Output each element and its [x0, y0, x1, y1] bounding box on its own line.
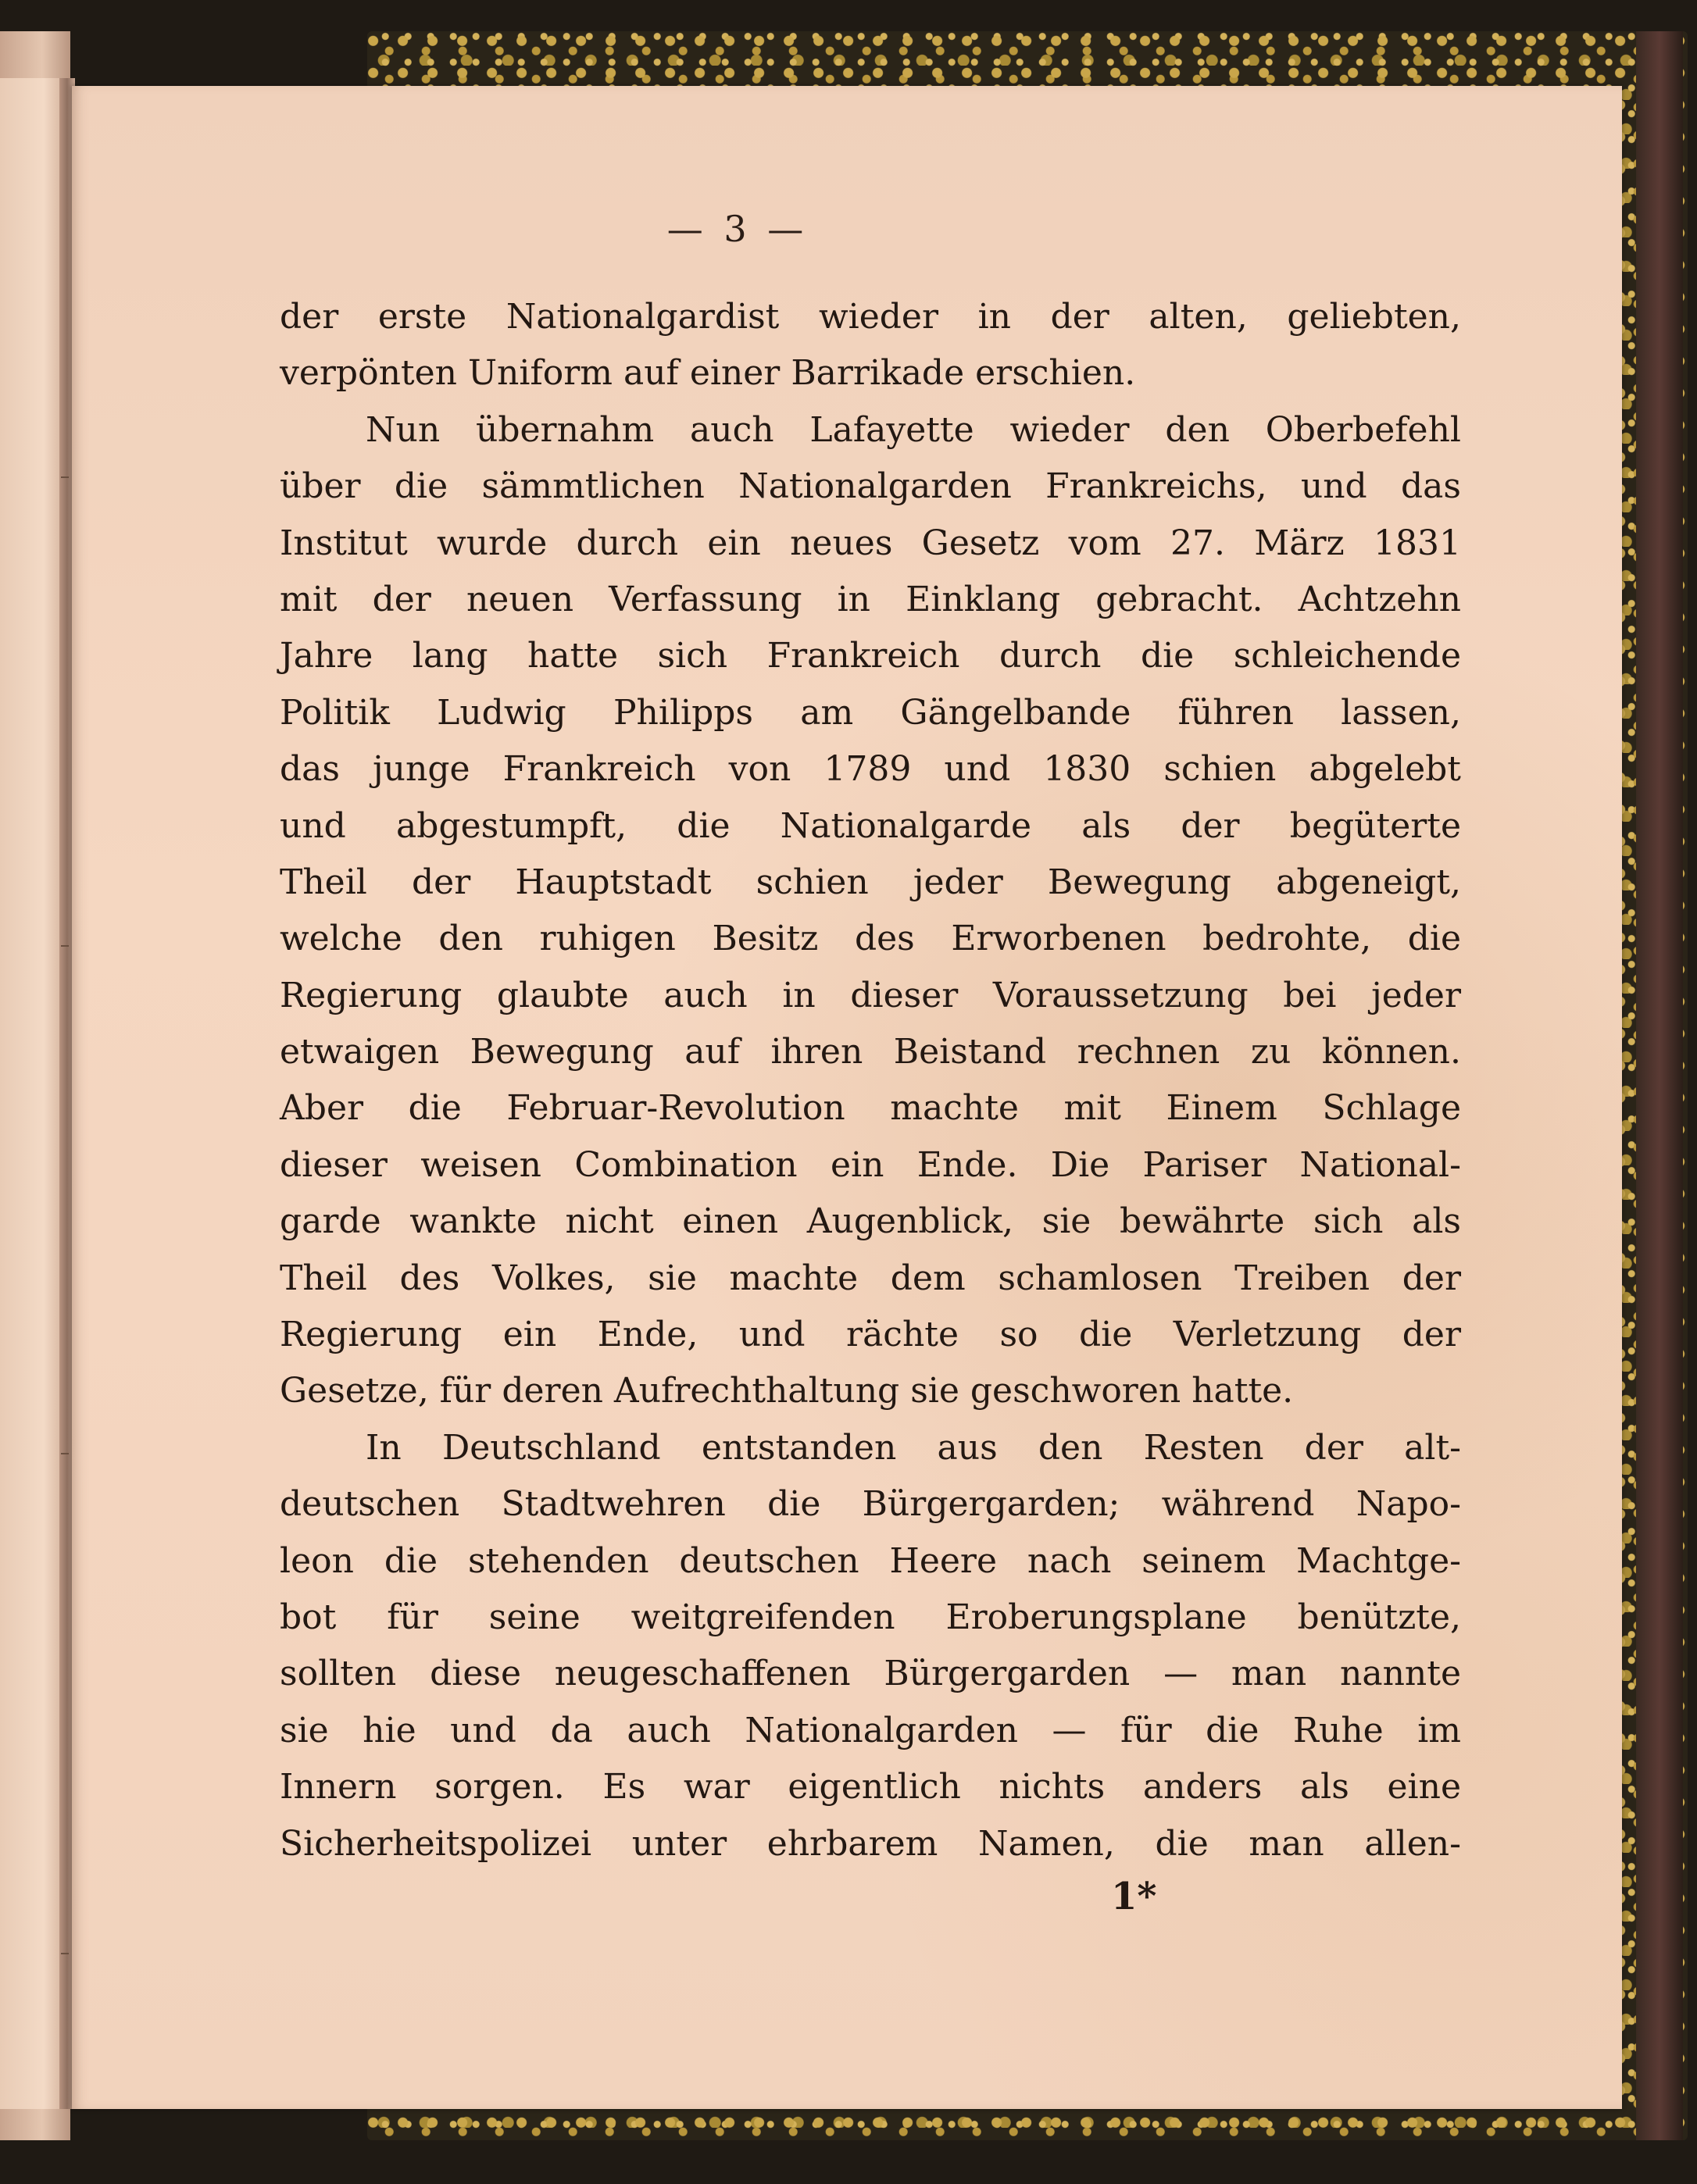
text-line: dieser weisen Combination ein Ende. Die Pariser National- [280, 1144, 1461, 1185]
text-line: Sicherheitspolizei unter ehrbarem Namen, die man allen- [280, 1823, 1461, 1864]
text-line: sie hie und da auch Nationalgarden — für die Ruhe im [280, 1710, 1461, 1750]
text-line: Theil des Volkes, sie machte dem schamlosen Treiben der [280, 1258, 1461, 1298]
text-line: das junge Frankreich von 1789 und 1830 schien abgelebt [280, 749, 1461, 790]
text-line: verpönten Uniform auf einer Barrikade erschien. [280, 353, 1136, 394]
body-text [280, 289, 1461, 1872]
text-line: Nun übernahm auch Lafayette wieder den Oberbefehl [366, 409, 1461, 450]
text-line: Aber die Februar-Revolution machte mit Einem Schlage [280, 1088, 1461, 1129]
binding-stitch [61, 1953, 69, 1954]
text-line: etwaigen Bewegung auf ihren Beistand rechnen zu können. [280, 1032, 1461, 1072]
text-line: leon die stehenden deutschen Heere nach seinem Machtge- [280, 1540, 1461, 1581]
text-line: Politik Ludwig Philipps am Gängelbande führen lassen, [280, 692, 1461, 733]
text-line: sollten diese neugeschaffenen Bürgergarden — man nannte [280, 1654, 1461, 1694]
text-line: mit der neuen Verfassung in Einklang gebracht. Achtzehn [280, 579, 1461, 619]
binding-stitch [61, 945, 69, 947]
text-line: welche den ruhigen Besitz des Erworbenen bedrohte, die [280, 919, 1461, 959]
signature-mark: 1* [1111, 1875, 1157, 1918]
binding-stitch [61, 1453, 69, 1454]
text-line: deutschen Stadtwehren die Bürgergarden; während Napo- [280, 1484, 1461, 1525]
cover-edge [1636, 31, 1683, 2140]
text-line: In Deutschland entstanden aus den Resten der alt- [366, 1427, 1461, 1468]
text-line: Innern sorgen. Es war eigentlich nichts anders als eine [280, 1767, 1461, 1808]
book-page [72, 86, 1622, 2109]
text-line: und abgestumpft, die Nationalgarde als der begüterte [280, 805, 1461, 846]
text-line: Gesetze, für deren Aufrechthaltung sie geschworen hatte. [280, 1371, 1294, 1411]
text-line: Theil der Hauptstadt schien jeder Bewegung abgeneigt, [280, 862, 1461, 902]
text-line: garde wankte nicht einen Augenblick, sie bewährte sich als [280, 1201, 1461, 1242]
text-line: Institut wurde durch ein neues Gesetz vom 27. März 1831 [280, 523, 1461, 563]
page-number: — 3 — [666, 208, 809, 250]
binding-stitch [61, 476, 69, 478]
text-line: über die sämmtlichen Nationalgarden Frankreichs, und das [280, 466, 1461, 507]
text-line: Jahre lang hatte sich Frankreich durch die schleichende [280, 636, 1461, 676]
text-line: Regierung glaubte auch in dieser Voraussetzung bei jeder [280, 975, 1461, 1015]
text-line: bot für seine weitgreifenden Eroberungsplane benützte, [280, 1597, 1461, 1637]
text-line: der erste Nationalgardist wieder in der alten, geliebten, [280, 297, 1461, 337]
text-line: Regierung ein Ende, und rächte so die Verletzung der [280, 1315, 1461, 1355]
left-page-edge [0, 78, 63, 2109]
